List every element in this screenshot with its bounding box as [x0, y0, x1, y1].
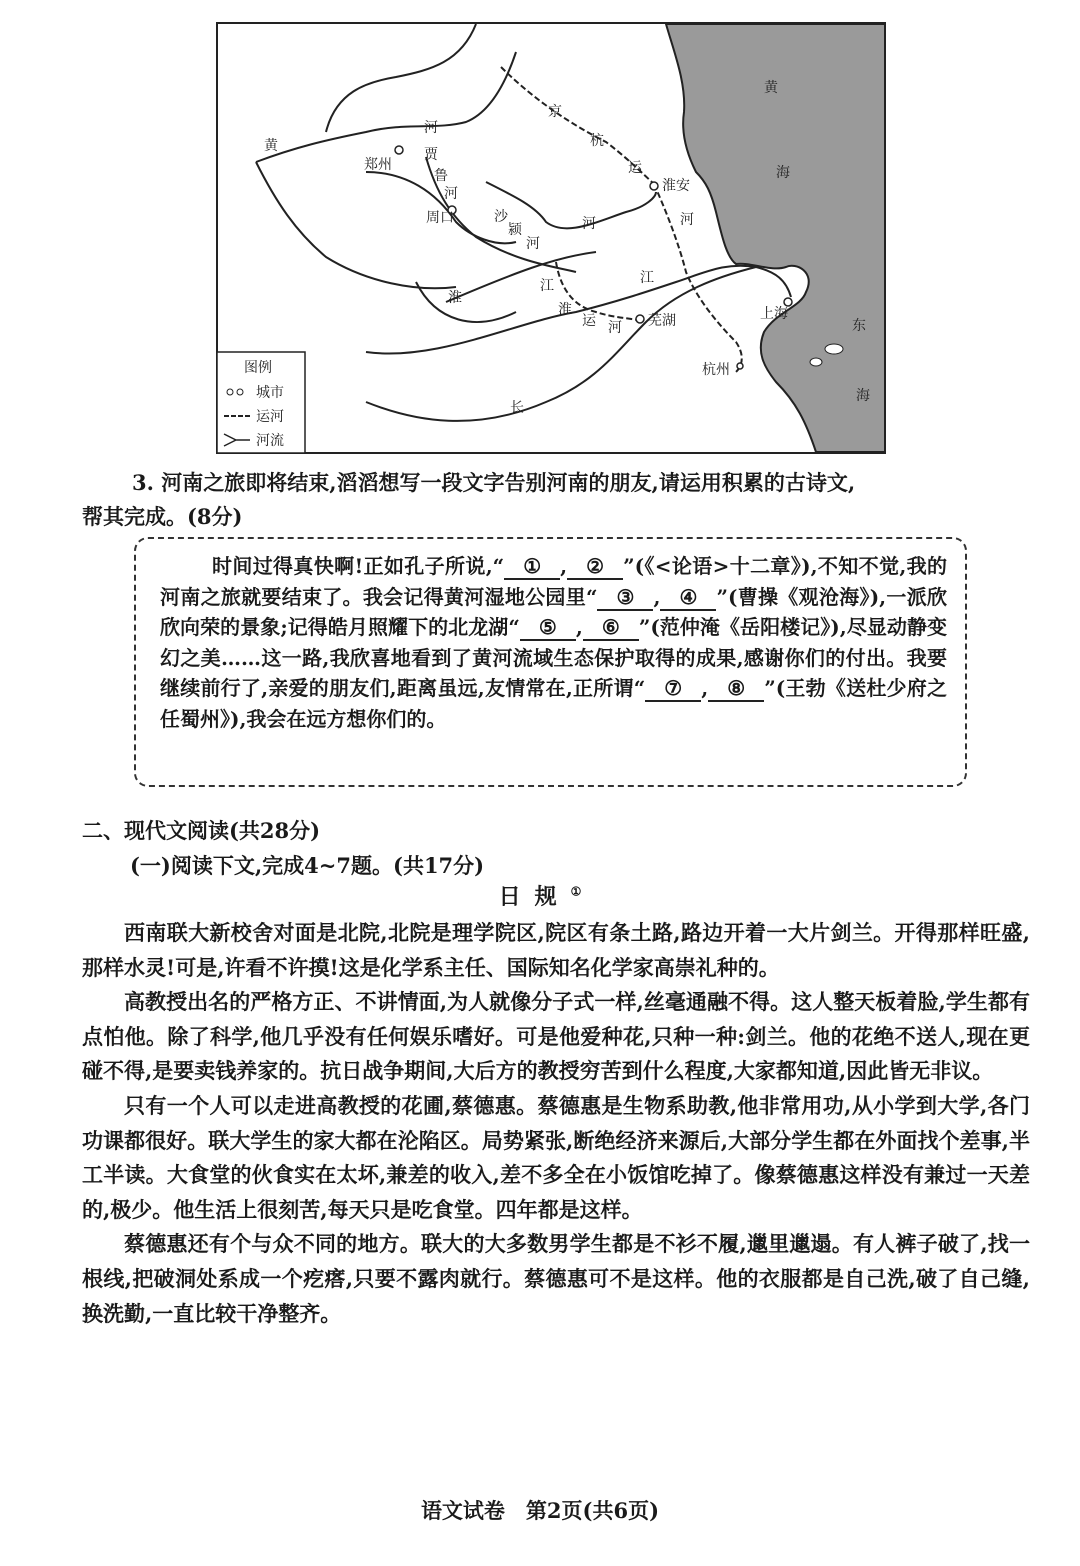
footnote-mark: ① [570, 884, 582, 899]
box-text: ”(《<论语>十二章》),不知不觉,我的河南之旅就要结束了。我会记得黄河湿地公园里“ [160, 554, 947, 609]
map-label: 河 [526, 236, 540, 252]
map-label: 郑州 [364, 157, 392, 173]
answer-box [134, 537, 967, 787]
legend-canal: 运河 [256, 409, 284, 425]
map-label: 淮安 [662, 178, 690, 194]
blank-3[interactable]: ③ [597, 585, 653, 611]
city-icon [237, 389, 243, 395]
blank-6[interactable]: ⑥ [583, 615, 639, 641]
map-legend [217, 352, 305, 453]
map-label: 江 [540, 278, 554, 294]
city-zhengzhou [395, 146, 403, 154]
map-label: 贾 [424, 147, 438, 163]
page-footer: 语文试卷 第2页(共6页) [420, 1498, 660, 1523]
box-text: ”(曹操《观沧海》),一派欣欣向荣的景象;记得皓月照耀下的北龙湖“ [160, 584, 947, 639]
paragraph: 只有一个人可以走进高教授的花圃,蔡德惠。蔡德惠是生物系助教,他非常用功,从小学到大学,各门功课都很好。联大学生的家大都在沦陷区。局势紧张,断绝经济来源后,大部分学生都在外面找个差事,半工半读。大食堂的伙食实在太坏,兼差的收入,差不多全在小饭馆吃掉了。像蔡德惠这样没有兼过一天差的,极少。他生活上很刻苦,每天只是吃食堂。四年都是这样。 [82, 1092, 1030, 1222]
map-label: 周口 [426, 210, 454, 226]
box-text: , [653, 584, 661, 609]
paragraph: 高教授出名的严格方正、不讲情面,为人就像分子式一样,丝毫通融不得。这人整天板着脸,学生都有点怕他。除了科学,他几乎没有任何娱乐嗜好。可是他爱种花,只种一种:剑兰。他的花绝不送人,现在更碰不得,是要卖钱养家的。抗日战争期间,大后方的教授穷苦到什么程度,大家都知道,因此皆无非议。 [82, 989, 1030, 1084]
map-svg [216, 22, 886, 454]
map-label: 沙 [494, 209, 508, 225]
map-label: 鲁 [434, 168, 448, 184]
map-label: 上海 [760, 306, 788, 322]
article-body [82, 916, 1030, 1331]
blank-2[interactable]: ② [567, 554, 623, 580]
island [810, 358, 822, 366]
city-shanghai [784, 298, 792, 306]
map-label: 芜湖 [648, 313, 676, 329]
question-3-line1: 3. 河南之旅即将结束,滔滔想写一段文字告别河南的朋友,请运用积累的古诗文, [132, 470, 856, 495]
canal-map [216, 22, 886, 454]
island [825, 344, 843, 354]
legend-city: 城市 [256, 385, 284, 401]
legend-river: 河流 [256, 433, 284, 449]
city-huaian [650, 182, 658, 190]
question-3 [82, 466, 1032, 534]
city-hangzhou [737, 363, 743, 369]
blank-5[interactable]: ⑤ [520, 615, 576, 641]
map-label: 京 [548, 104, 562, 120]
map-label: 杭 [590, 133, 604, 149]
map-label: 黄 [264, 138, 278, 154]
answer-box-text [160, 551, 947, 734]
paragraph: 西南联大新校舍对面是北院,北院是理学院区,院区有条土路,路边开着一大片剑兰。开得那样旺盛,那样水灵!可是,许看不许摸!这是化学系主任、国际知名化学家高崇礼种的。 [82, 920, 1030, 980]
article-title-text: 日规 [498, 884, 571, 910]
map-label: 河 [680, 212, 694, 228]
section-heading: 二、现代文阅读(共28分) [82, 818, 321, 843]
map-label: 运 [582, 313, 596, 329]
map-label: 江 [640, 270, 654, 286]
blank-4[interactable]: ④ [660, 585, 716, 611]
box-text: ”(范仲淹《岳阳楼记》),尽显动静变幻之美……这一路,我欣喜地看到了黄河流域生态保护取得的成果,感谢你们的付出。我要继续前行了,亲爱的朋友们,距离虽远,友情常在,正所谓“ [160, 615, 947, 700]
map-label: 杭州 [702, 362, 730, 378]
map-label: 河 [424, 120, 438, 136]
map-label: 河 [608, 320, 622, 336]
box-text: , [701, 676, 709, 700]
map-label: 海 [776, 165, 790, 181]
blank-7[interactable]: ⑦ [645, 676, 701, 702]
box-text: 时间过得真快啊!正如孔子所说,“ [212, 554, 505, 578]
map-label: 东 [852, 318, 866, 334]
city-wuhu [636, 315, 644, 323]
map-label: 河 [582, 216, 596, 232]
box-text: ”(王勃《送杜少府之任蜀州》),我会在远方想你们的。 [160, 676, 947, 731]
map-label: 海 [856, 388, 870, 404]
box-text: , [560, 554, 568, 578]
paragraph: 蔡德惠还有个与众不同的地方。联大的大多数男学生都是不衫不履,邋里邋遢。有人裤子破了,找一根线,把破洞处系成一个疙瘩,只要不露肉就行。蔡德惠可不是这样。他的衣服都是自己洗,破了自己缝,换洗勤,一直比较干净整齐。 [82, 1231, 1030, 1326]
question-3-line2: 帮其完成。(8分) [82, 504, 243, 529]
map-label: 颍 [508, 222, 522, 238]
map-label: 黄 [764, 80, 778, 96]
legend-title: 图例 [244, 360, 272, 376]
box-text: , [575, 615, 583, 639]
blank-8[interactable]: ⑧ [708, 676, 764, 702]
city-icon [227, 389, 233, 395]
map-label: 运 [628, 160, 642, 176]
map-label: 淮 [448, 290, 462, 306]
part-heading: (一)阅读下文,完成4~7题。(共17分) [130, 853, 485, 878]
map-label: 淮 [558, 302, 572, 318]
map-label: 长 [510, 400, 524, 416]
article-title [0, 880, 1080, 911]
blank-1[interactable]: ① [504, 554, 560, 580]
map-label: 河 [444, 186, 458, 202]
